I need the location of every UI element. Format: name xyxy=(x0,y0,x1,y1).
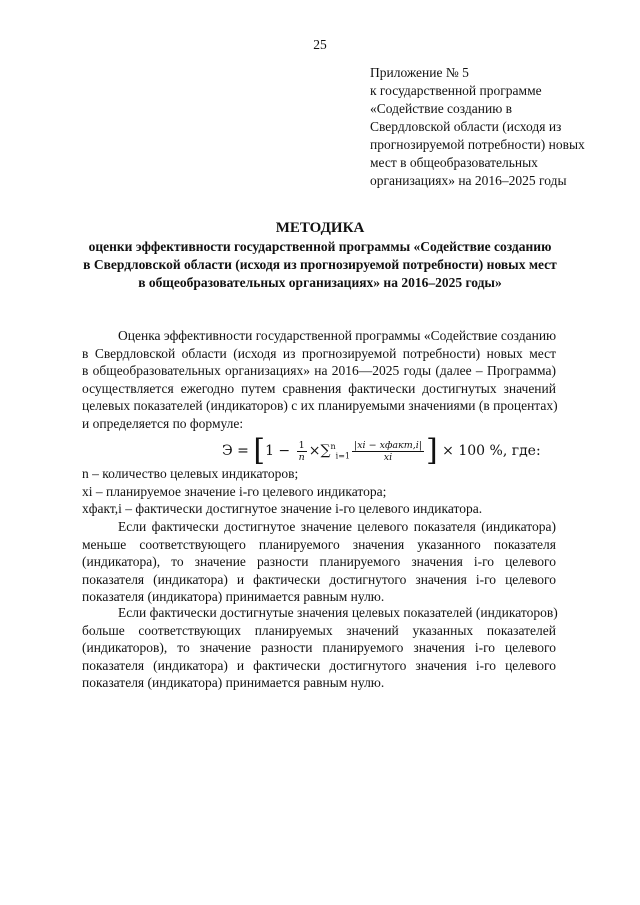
formula-close-bracket: ] xyxy=(426,433,438,468)
formula-ratio xyxy=(352,440,424,463)
text-line: Если фактически достигнутые значения целевых показателей (индикаторов) xyxy=(118,605,558,620)
paragraph-less xyxy=(82,518,556,606)
formula-times: × xyxy=(308,443,321,459)
formula-definitions xyxy=(82,465,562,518)
appendix-line: «Содействие созданию в xyxy=(370,101,513,116)
text-line: и определяется по формуле: xyxy=(82,415,244,431)
appendix-line: организациях» на 2016–2025 годы xyxy=(370,173,567,188)
text-line: больше соответствующих планируемых значений указанных показателей xyxy=(82,622,556,638)
appendix-line: прогнозируемой потребности) новых xyxy=(370,137,585,152)
appendix-line: к государственной программе xyxy=(370,83,542,98)
text-line: показателя (индикатора) принимается равным нулю. xyxy=(82,675,385,690)
text-line: (индикаторов), то значение разности планируемого значения i-го целевого xyxy=(82,640,556,655)
text-line: показателя (индикатора) и фактически достигнутого значения i-го целевого xyxy=(82,657,556,673)
formula-tail: × 100 %, где: xyxy=(442,443,541,459)
formula-inverse-n xyxy=(297,440,307,463)
text-line: меньше соответствующего планируемого значения указанного показателя xyxy=(82,536,556,552)
title-line: в Свердловской области (исходя из прогнозируемой потребности) новых мест xyxy=(83,257,557,272)
appendix-line: Приложение № 5 xyxy=(370,65,469,80)
formula-open-bracket: [ xyxy=(253,433,266,468)
title-line: оценки эффективности государственной программы «Содействие созданию xyxy=(88,239,552,254)
appendix-header xyxy=(370,64,620,190)
formula-one-minus: 1 − xyxy=(265,443,291,459)
text-line: (индикатора), то значение разности планируемого значения i-го целевого xyxy=(82,554,556,569)
definition-line: xфакт,i – фактически достигнутое значение i-го целевого индикатора. xyxy=(82,501,483,516)
formula-ratio-numerator: |xi − xфакт,i| xyxy=(354,439,422,451)
text-line: Если фактически достигнутое значение целевого показателя (индикатора) xyxy=(118,519,556,534)
paragraph-more xyxy=(82,604,556,692)
formula-inverse-n-denominator: n xyxy=(298,451,305,463)
document-title xyxy=(60,219,580,292)
formula-ratio-denominator: xi xyxy=(383,451,393,463)
definition-line: xi – планируемое значение i-го целевого индикатора; xyxy=(82,483,387,499)
page-number: 25 xyxy=(313,37,327,52)
paragraph-intro xyxy=(82,327,556,432)
text-line: осуществляется ежегодно путем сравнения фактически достигнутых значений xyxy=(82,380,556,396)
text-line: показателя (индикатора) принимается равным нулю. xyxy=(82,589,385,604)
appendix-line: Свердловской области (исходя из xyxy=(370,119,562,134)
text-line: Оценка эффективности государственной программы «Содействие созданию xyxy=(118,328,557,343)
appendix-line: мест в общеобразовательных xyxy=(370,155,538,170)
text-line: целевых показателей (индикаторов) с их планируемыми значениями (в процентах) xyxy=(82,398,558,413)
text-line: в общеобразовательных организациях» на 2016—2025 годы (далее – Программа) xyxy=(82,363,556,378)
text-line: показателя (индикатора) и фактически достигнутого значения i-го целевого xyxy=(82,571,556,587)
text-line: в Свердловской области (исходя из прогнозируемой потребности) новых мест xyxy=(82,345,556,361)
formula-inverse-n-numerator: 1 xyxy=(298,439,305,451)
title-main: МЕТОДИКА xyxy=(275,220,365,236)
title-line: в общеобразовательных организациях» на 2016–2025 годы» xyxy=(138,275,502,290)
formula-sum: ∑$^n_{i=1}$ xyxy=(320,441,350,461)
formula-lhs: Э = xyxy=(222,443,249,459)
definition-line: n – количество целевых индикаторов; xyxy=(82,466,299,481)
